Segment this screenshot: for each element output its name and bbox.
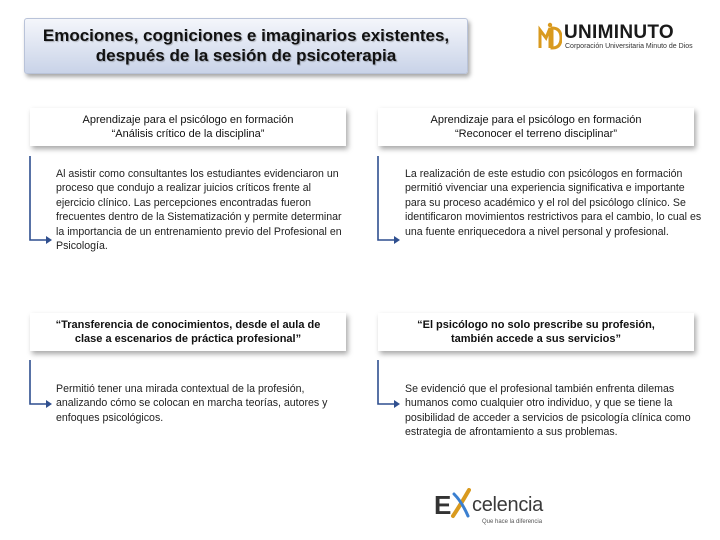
card-1-header-line2: “Análisis crítico de la disciplina” <box>111 128 265 140</box>
uniminuto-subtitle: Corporación Universitaria Minuto de Dios <box>565 43 693 50</box>
excelencia-logo-e: E <box>434 490 452 520</box>
card-2-header-line2: “Reconocer el terreno disciplinar” <box>454 128 617 140</box>
excelencia-logo-word: celencia <box>472 494 543 516</box>
card-1-header <box>30 108 346 146</box>
card-4-body: Se evidenció que el profesional también enfrenta dilemas humanos como cualquier otro individuo, y que se tiene la posibilidad de acceder a servicios de psicología clínica como estrategia de afrontamiento a sus problemas. <box>405 383 691 439</box>
card-4-header-line1: “El psicólogo no solo prescribe su profesión, <box>417 319 655 331</box>
uniminuto-logo <box>538 18 700 58</box>
card-4-header-line2: también accede a sus servicios” <box>451 333 621 345</box>
card-4-connector-arrow <box>374 356 404 412</box>
card-2-header <box>378 108 694 146</box>
card-3-connector-arrow <box>26 356 56 412</box>
excelencia-tagline: Que hace la diferencia <box>482 519 543 525</box>
excelencia-logo <box>434 490 554 530</box>
card-3-header-line1: “Transferencia de conocimientos, desde el aula de <box>55 319 321 331</box>
card-2-header-line1: Aprendizaje para el psicólogo en formación <box>430 114 642 126</box>
slide-title-box <box>24 18 468 74</box>
uniminuto-brand-text: UNIMINUTO <box>564 22 675 43</box>
excelencia-x-icon <box>451 488 471 520</box>
card-3-header <box>30 313 346 351</box>
card-2-body: La realización de este estudio con psicólogos en formación permitió vivenciar una experiencia significativa e importante para su proceso académico y el rol del psicólogo clínico. Se identificaron movimientos restrictivos para el cambio, lo cual es una fuente enriquecedora a nivel personal y profesional. <box>405 168 702 238</box>
card-1-header-line1: Aprendizaje para el psicólogo en formación <box>82 114 294 126</box>
card-4-header <box>378 313 694 351</box>
card-3-header-line2: clase a escenarios de práctica profesional” <box>74 333 302 345</box>
card-2-connector-arrow <box>374 152 404 246</box>
md-logo-icon <box>538 22 562 52</box>
slide-title-line1: Emociones, cogniciones e imaginarios existentes, <box>42 26 450 45</box>
slide-title-line2: después de la sesión de psicoterapia <box>95 46 397 65</box>
card-1-body: Al asistir como consultantes los estudiantes evidenciaron un proceso que condujo a realizar juicios críticos frente al ejercicio clínico. Las percepciones encontradas fueron frecuentes dentro de la Sistematización y permite determinar la importancia de un entrenamiento previo del Profesional en Psicología. <box>56 168 342 253</box>
card-3-body: Permitió tener una mirada contextual de la profesión, analizando cómo se colocan en marcha teorías, autores y enfoques psicológicos. <box>56 383 328 424</box>
card-1-connector-arrow <box>26 152 56 246</box>
